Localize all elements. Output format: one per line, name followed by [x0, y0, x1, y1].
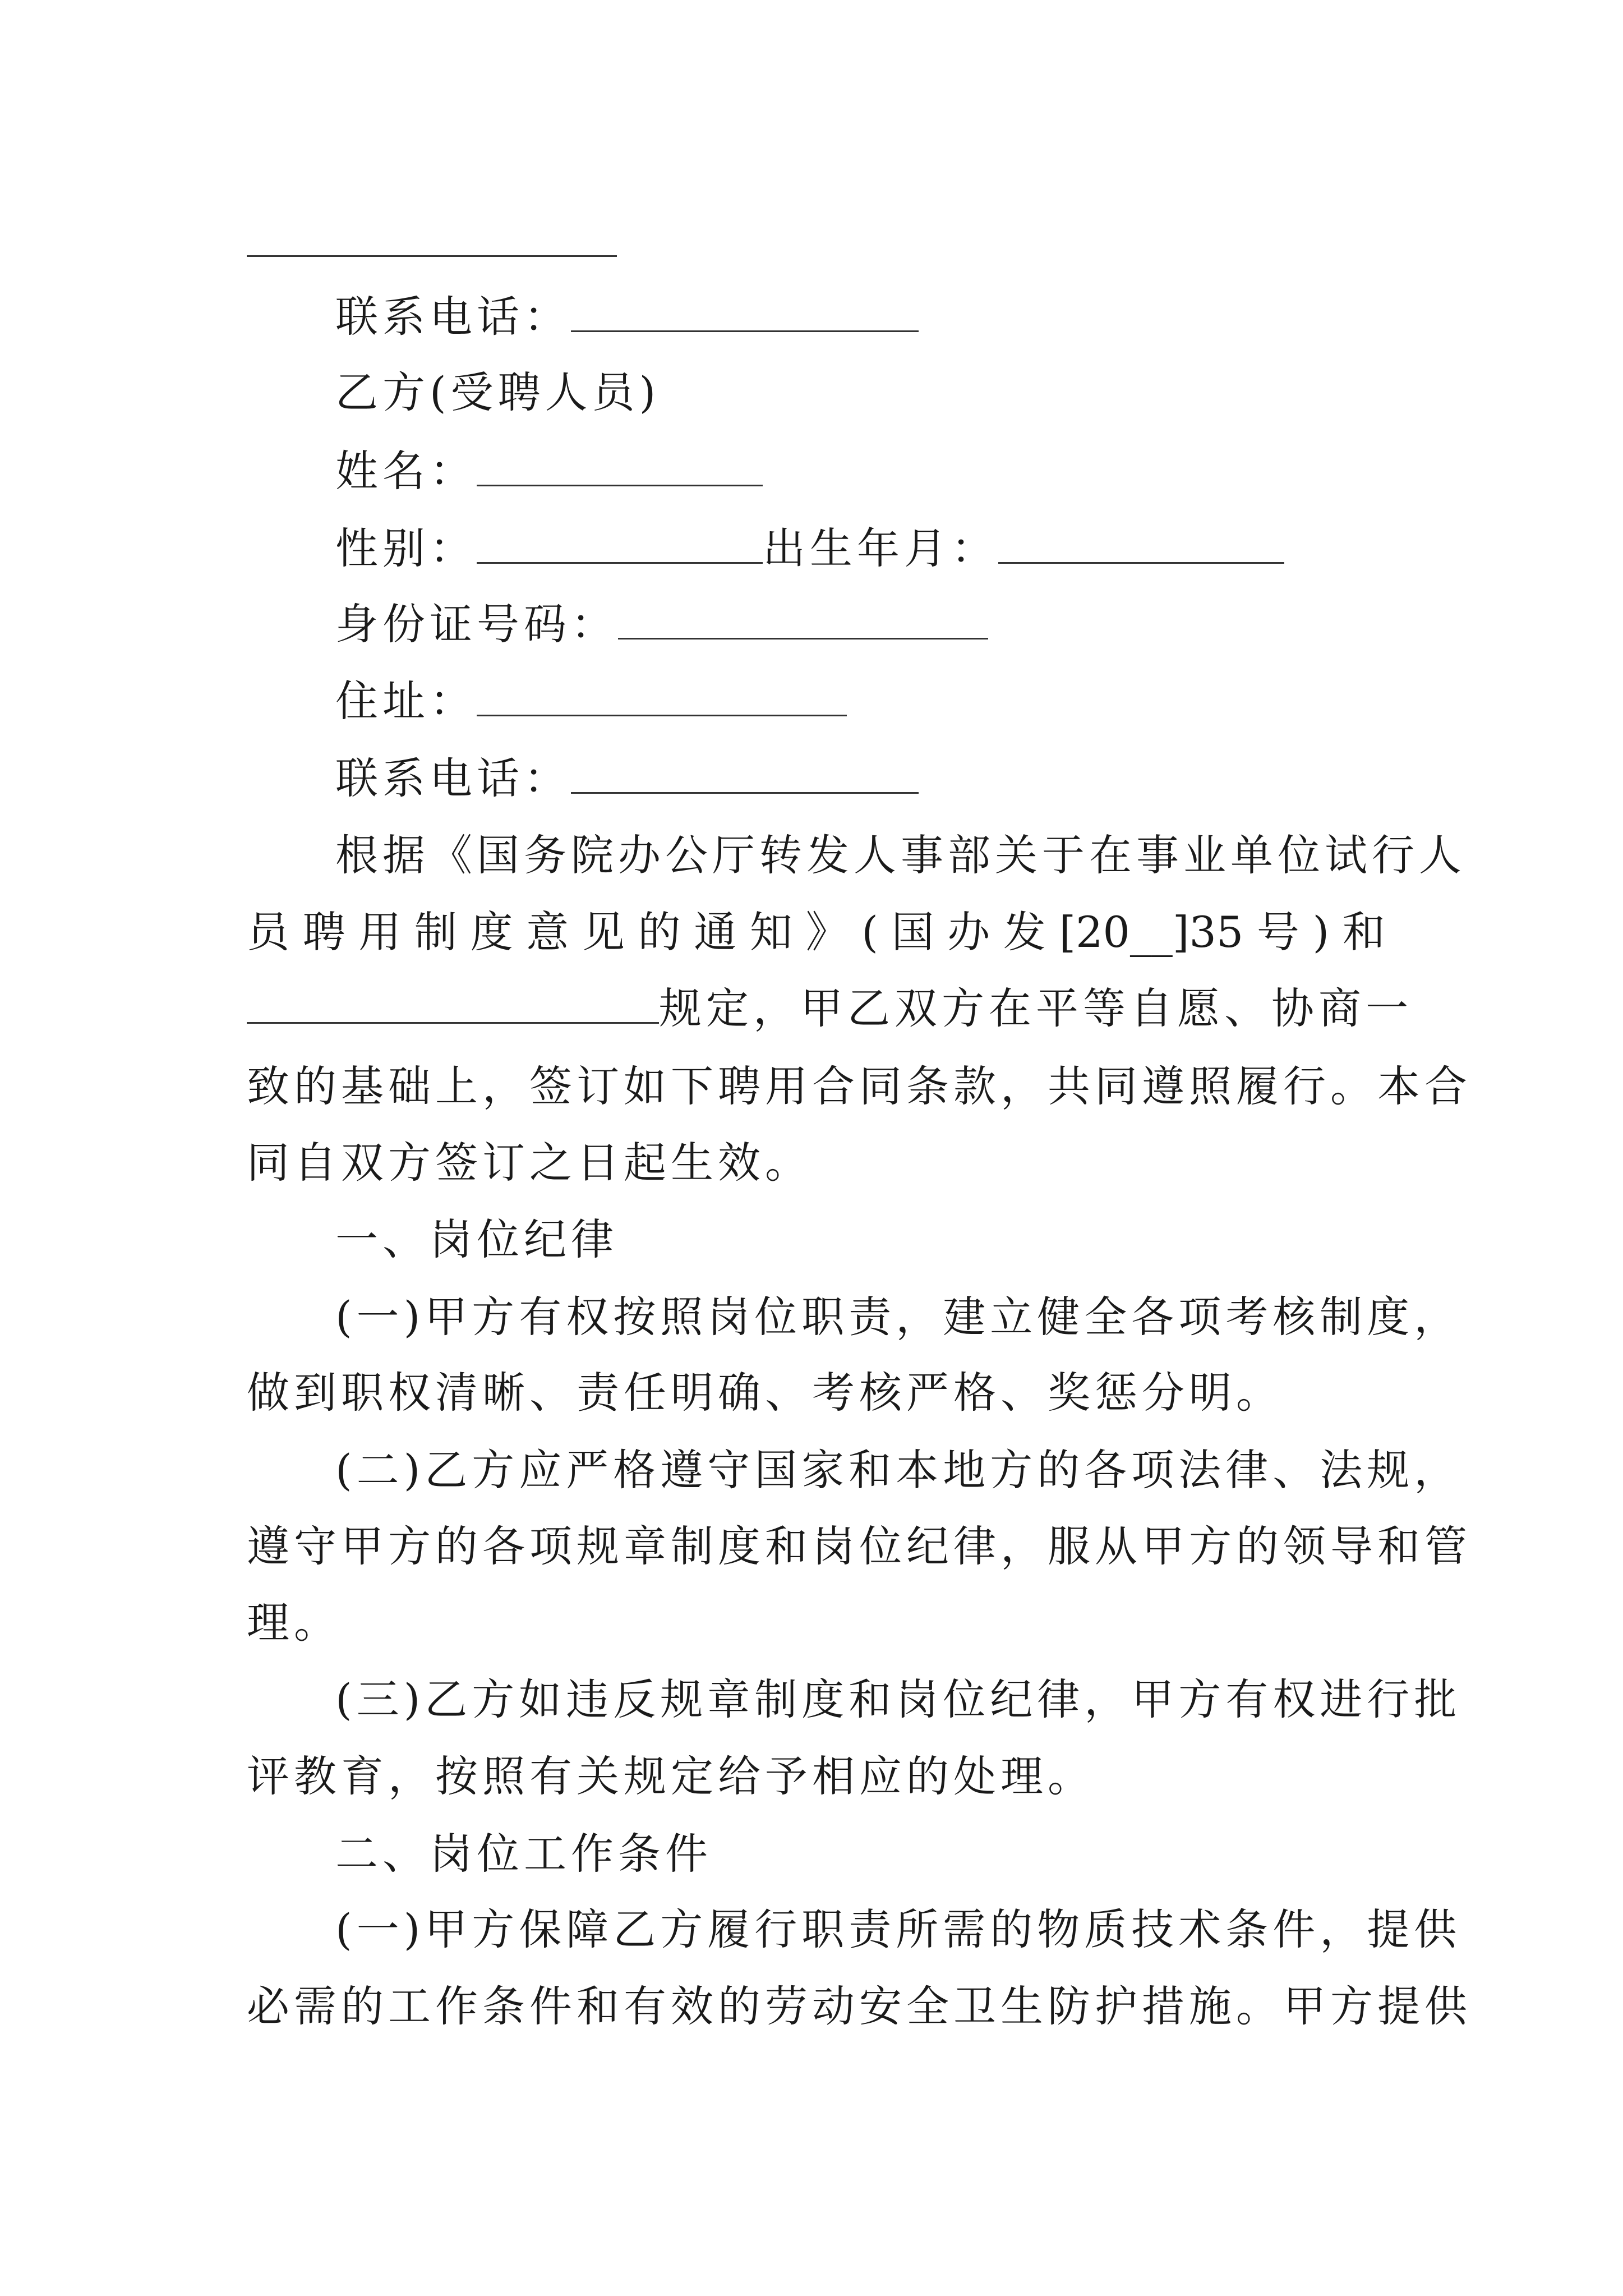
preamble-line-1: 根据《国务院办公厅转发人事部关于在事业单位试行人 — [335, 830, 1466, 880]
id-number-field[interactable] — [618, 596, 988, 639]
gender-label: 性别： — [335, 523, 477, 573]
name-label: 姓名： — [335, 446, 477, 496]
id-number-row — [335, 596, 988, 652]
conditions-item-1-line-2: 必需的工作条件和有效的劳动安全卫生防护措施。甲方提供 — [247, 1981, 1472, 2031]
preamble-line-5: 同自双方签订之日起生效。 — [247, 1138, 812, 1188]
section-heading-work-conditions: 二、岗位工作条件 — [335, 1829, 712, 1879]
regulation-name-field[interactable] — [247, 981, 659, 1024]
contact-phone-field[interactable] — [571, 751, 919, 794]
name-row — [335, 443, 763, 499]
address-row — [335, 673, 847, 729]
discipline-item-2-line-2: 遵守甲方的各项规章制度和岗位纪律，服从甲方的领导和管 — [247, 1521, 1472, 1571]
conditions-item-1-line-1: (一)甲方保障乙方履行职责所需的物质技术条件，提供 — [335, 1904, 1461, 1954]
address-label: 住址： — [335, 676, 477, 726]
preamble-line-2: 员 聘 用 制 度 意 见 的 通 知 》 ( 国 办 发 [20__]35 号 ) 和 — [247, 907, 1385, 957]
birth-label: 出生年月： — [763, 523, 998, 573]
id-number-label: 身份证号码： — [335, 599, 618, 649]
top-blank-line — [247, 255, 617, 257]
party-b-phone-row — [335, 751, 919, 807]
discipline-item-1-line-1: (一)甲方有权按照岗位职责，建立健全各项考核制度， — [335, 1292, 1461, 1342]
name-field[interactable] — [477, 443, 763, 486]
preamble-line-3: 规定，甲乙双方在平等自愿、协商一 — [247, 981, 1413, 1037]
discipline-item-1-line-2: 做到职权清晰、责任明确、考核严格、奖惩分明。 — [247, 1368, 1283, 1418]
discipline-item-3-line-1: (三)乙方如违反规章制度和岗位纪律，甲方有权进行批 — [335, 1674, 1461, 1724]
birth-field[interactable] — [998, 521, 1284, 564]
preamble-line-4: 致的基础上，签订如下聘用合同条款，共同遵照履行。本合 — [247, 1061, 1472, 1111]
address-field[interactable] — [477, 673, 847, 716]
discipline-item-2-line-1: (二)乙方应严格遵守国家和本地方的各项法律、法规， — [335, 1445, 1461, 1495]
contact-phone-label: 联系电话： — [335, 753, 571, 803]
party-a-phone-row — [335, 289, 919, 345]
party-b-heading: 乙方(受聘人员) — [335, 367, 661, 417]
gender-birth-row — [335, 521, 1284, 577]
gender-field[interactable] — [477, 521, 763, 564]
discipline-item-2-line-3: 理。 — [247, 1598, 341, 1648]
contact-phone-field[interactable] — [571, 289, 919, 332]
discipline-item-3-line-2: 评教育，按照有关规定给予相应的处理。 — [247, 1751, 1095, 1801]
section-heading-discipline: 一、岗位纪律 — [335, 1214, 618, 1264]
contact-phone-label: 联系电话： — [335, 292, 571, 342]
